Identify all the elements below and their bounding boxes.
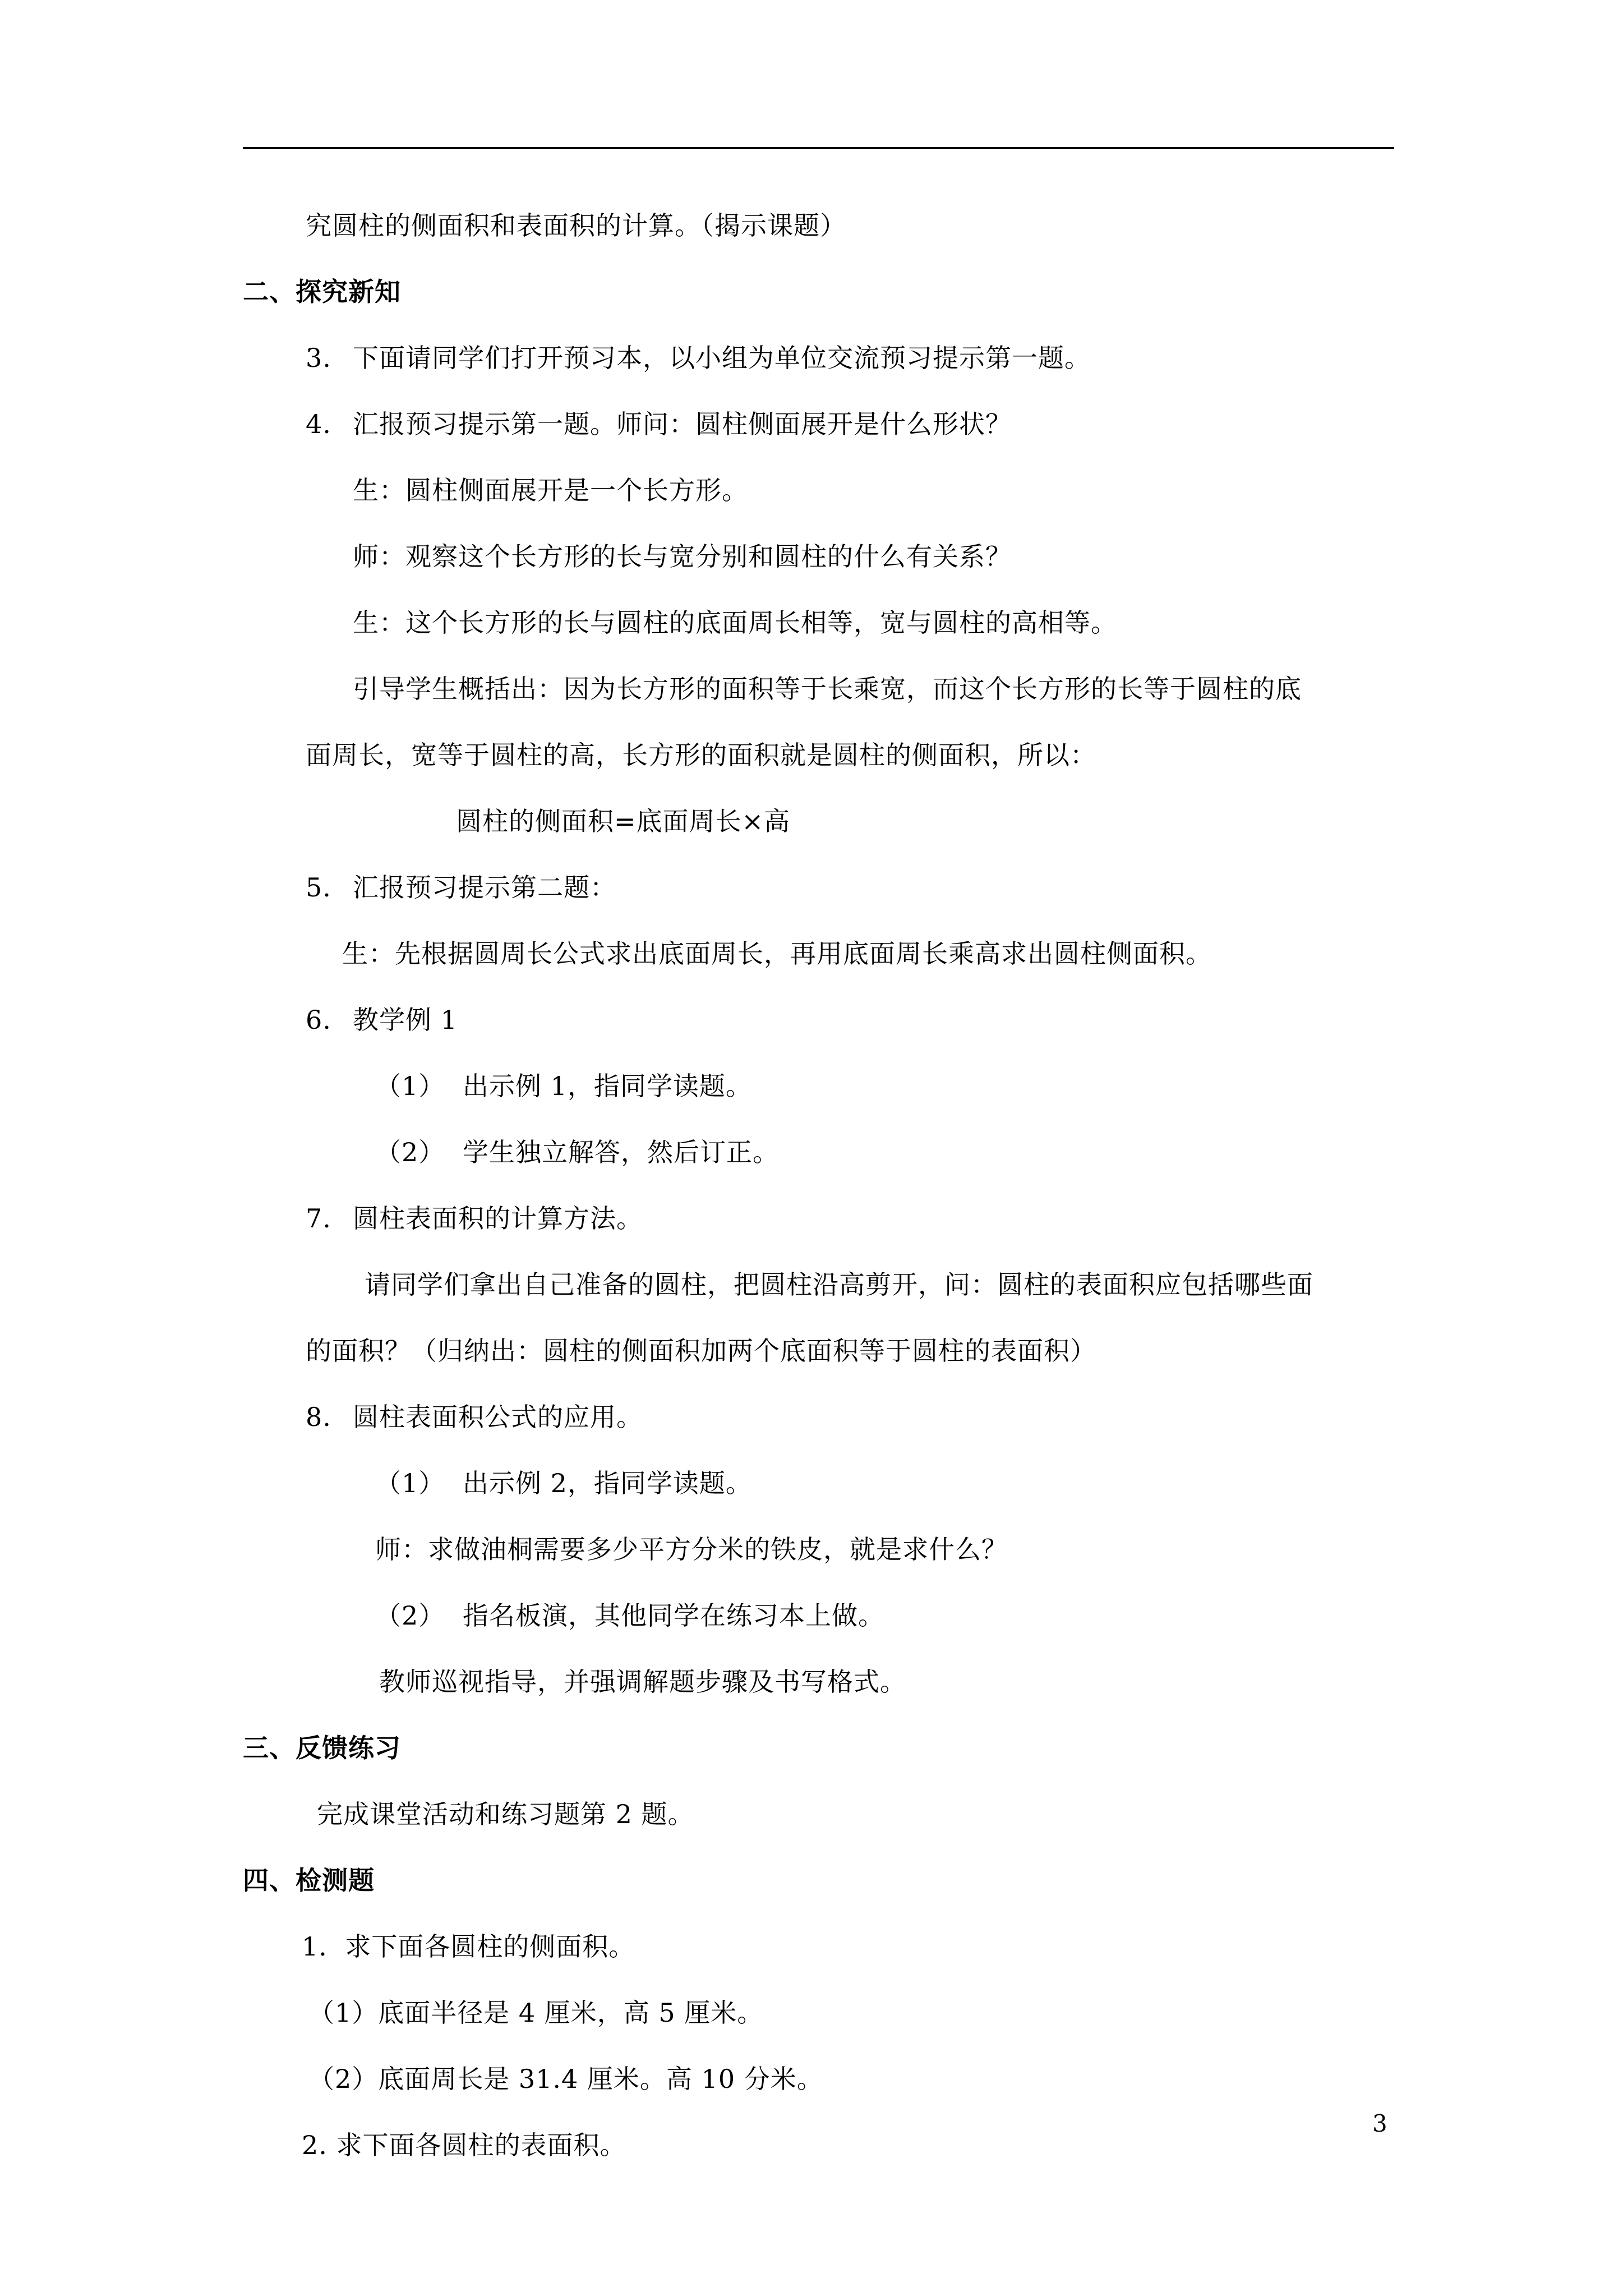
item-number: 6. <box>306 1005 331 1035</box>
question-line: 2. 求下面各圆柱的表面积。 <box>302 2130 626 2160</box>
item-text: 教学例 1 <box>353 1005 458 1035</box>
sub-item-text: 出示例 1，指同学读题。 <box>463 1071 752 1101</box>
question-part: （1）底面半径是 4 厘米，高 5 厘米。 <box>308 1998 764 2028</box>
section-heading: 三、反馈练习 <box>243 1733 401 1763</box>
list-item <box>306 871 616 904</box>
item-number: 3. <box>306 343 331 373</box>
dialogue-line: 生：这个长方形的长与圆柱的底面周长相等，宽与圆柱的高相等。 <box>353 608 1117 638</box>
sub-item <box>375 1135 779 1169</box>
text-line: 教师巡视指导，并强调解题步骤及书写格式。 <box>379 1667 906 1697</box>
text-line: 完成课堂活动和练习题第 2 题。 <box>317 1799 694 1829</box>
dialogue-line: 师：求做油桐需要多少平方分米的铁皮，就是求什么？ <box>375 1534 1008 1565</box>
sub-item-number: （1） <box>375 1468 445 1498</box>
sub-item <box>375 1466 752 1500</box>
section-heading: 四、检测题 <box>243 1865 375 1895</box>
item-text: 圆柱表面积的计算方法。 <box>353 1203 643 1234</box>
list-item <box>306 1202 643 1235</box>
list-item <box>306 407 1012 441</box>
sub-item-number: （1） <box>375 1071 445 1101</box>
text-line: 引导学生概括出：因为长方形的面积等于长乘宽，而这个长方形的长等于圆柱的底 <box>353 674 1302 704</box>
page-number: 3 <box>1372 2110 1387 2137</box>
formula-line: 圆柱的侧面积=底面周长×高 <box>456 806 791 836</box>
item-text: 圆柱表面积公式的应用。 <box>353 1402 643 1432</box>
dialogue-line: 生：先根据圆周长公式求出底面周长，再用底面周长乘高求出圆柱侧面积。 <box>342 938 1212 969</box>
text-line: 面周长，宽等于圆柱的高，长方形的面积就是圆柱的侧面积，所以： <box>306 740 1096 770</box>
sub-item-text: 学生独立解答，然后订正。 <box>463 1137 779 1167</box>
sub-item-number: （2） <box>375 1137 445 1167</box>
list-item <box>306 341 1091 375</box>
sub-item <box>375 1069 752 1103</box>
sub-item <box>375 1599 884 1632</box>
item-number: 8. <box>306 1402 331 1432</box>
list-item <box>306 1400 643 1434</box>
item-text: 汇报预习提示第二题： <box>353 872 616 903</box>
header-rule <box>243 147 1394 149</box>
sub-item-text: 出示例 2，指同学读题。 <box>463 1468 752 1498</box>
text-line: 究圆柱的侧面积和表面积的计算。（揭示课题） <box>306 210 846 241</box>
text-line: 的面积？（归纳出：圆柱的侧面积加两个底面积等于圆柱的表面积） <box>306 1336 1096 1366</box>
question-line: 1．求下面各圆柱的侧面积。 <box>302 1931 635 1962</box>
item-number: 7. <box>306 1203 331 1234</box>
dialogue-line: 师：观察这个长方形的长与宽分别和圆柱的什么有关系？ <box>353 541 1012 572</box>
text-line: 请同学们拿出自己准备的圆柱，把圆柱沿高剪开，问：圆柱的表面积应包括哪些面 <box>365 1269 1313 1300</box>
question-part: （2）底面周长是 31.4 厘米。高 10 分米。 <box>308 2064 823 2094</box>
item-text: 下面请同学们打开预习本，以小组为单位交流预习提示第一题。 <box>353 343 1091 373</box>
section-heading: 二、探究新知 <box>243 277 401 307</box>
item-number: 4. <box>306 409 331 439</box>
sub-item-number: （2） <box>375 1600 445 1631</box>
item-text: 汇报预习提示第一题。师问：圆柱侧面展开是什么形状？ <box>353 409 1012 439</box>
item-number: 5. <box>306 872 331 903</box>
list-item <box>306 1003 458 1037</box>
dialogue-line: 生：圆柱侧面展开是一个长方形。 <box>353 475 748 505</box>
sub-item-text: 指名板演，其他同学在练习本上做。 <box>463 1600 884 1631</box>
